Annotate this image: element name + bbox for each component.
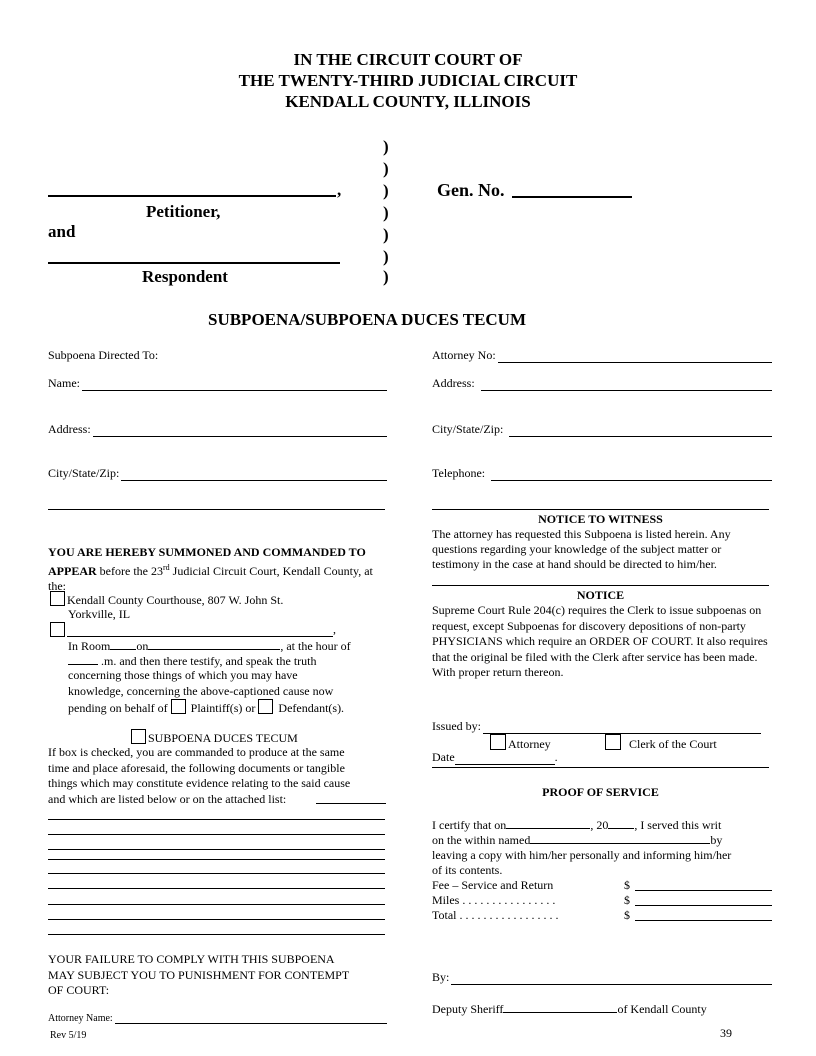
testify-line: .m. and then there testify, and speak the truth: [68, 653, 317, 669]
by-label: By:: [432, 970, 450, 984]
issued-by-field[interactable]: [432, 719, 761, 734]
miles-label: Miles . . . . . . . . . . . . . . . .: [432, 893, 556, 907]
plaintiff-checkbox[interactable]: [171, 699, 186, 714]
total-label: Total . . . . . . . . . . . . . . . . .: [432, 908, 559, 922]
address-field-right[interactable]: [432, 376, 772, 391]
hour-blank[interactable]: [68, 653, 98, 665]
document-list-line[interactable]: [48, 859, 385, 860]
certify-date-blank[interactable]: [506, 817, 590, 829]
address-label-right: Address:: [432, 376, 475, 390]
courthouse-checkbox[interactable]: [50, 591, 65, 606]
name-label: Name:: [48, 376, 80, 390]
petitioner-name-line[interactable]: [48, 195, 336, 197]
revision-label: Rev 5/19: [50, 1030, 87, 1041]
miles-dollar: $: [624, 893, 630, 907]
petitioner-label: Petitioner,: [146, 202, 221, 221]
duces-tecum-checkbox[interactable]: [131, 729, 146, 744]
gen-no-label: Gen. No.: [437, 180, 505, 200]
fee-label: Fee – Service and Return: [432, 878, 554, 892]
city-label-right: City/State/Zip:: [432, 422, 504, 436]
document-list-line[interactable]: [48, 919, 385, 920]
page-number: 39: [720, 1026, 732, 1040]
summoned-bold: YOU ARE HEREBY SUMMONED AND COMMANDED TO APPEAR: [48, 545, 366, 578]
summoned-paragraph: YOU ARE HEREBY SUMMONED AND COMMANDED TO APPEAR before the 23rd Judicial Circuit Court, Kendall County, at the:: [48, 545, 373, 593]
within-named-blank[interactable]: [530, 832, 710, 844]
duces-list-line[interactable]: [316, 803, 386, 804]
document-title: SUBPOENA/SUBPOENA DUCES TECUM: [207, 310, 527, 329]
fee-dollar: $: [624, 878, 630, 892]
attorney-name-label: Attorney Name:: [48, 1013, 113, 1024]
attorney-no-label: Attorney No:: [432, 348, 496, 362]
date-field[interactable]: Date .: [432, 750, 558, 764]
telephone-label: Telephone:: [432, 466, 486, 480]
directed-to-label: Subpoena Directed To:: [48, 348, 159, 362]
notice-title: NOTICE: [576, 588, 625, 602]
petitioner-comma: ,: [337, 180, 342, 199]
telephone-field[interactable]: [432, 466, 772, 481]
address-label: Address:: [48, 422, 91, 436]
issued-by-label: Issued by:: [432, 719, 481, 733]
proof-divider: [432, 767, 769, 768]
failure-line-3: OF COURT:: [48, 983, 110, 997]
leaving-line: leaving a copy with him/her personally and informing him/her: [432, 848, 732, 862]
courthouse-option[interactable]: Kendall County Courthouse, 807 W. John St.: [50, 591, 283, 608]
duces-tecum-option[interactable]: SUBPOENA DUCES TECUM: [131, 729, 298, 746]
duces-text-3: things which may constitute evidence relating to the said cause: [48, 776, 351, 790]
extra-line-left[interactable]: [48, 509, 385, 510]
duces-text-4: and which are listed below or on the attached list:: [48, 792, 287, 806]
total-dollar: $: [624, 908, 630, 922]
certify-year-blank[interactable]: [608, 817, 634, 829]
and-label: and: [48, 222, 76, 241]
certify-line: I certify that on , 20 , I served this writ: [432, 818, 722, 832]
date-blank[interactable]: [148, 638, 280, 650]
notice-text: Supreme Court Rule 204(c) requires the Clerk to issue subpoenas on request, except Subpoenas for discovery depositions of non-party PHYSICIANS which require an ORDER OF COURT. It also requires that the original be filed with the Clerk after service has been made. With proper return thereon.: [432, 603, 768, 679]
pending-line: pending on behalf of Plaintiff(s) or Defendant(s).: [68, 701, 345, 715]
court-header-line1: IN THE CIRCUIT COURT OF: [293, 50, 523, 69]
respondent-name-line[interactable]: [48, 262, 340, 264]
by-signature-field[interactable]: [432, 970, 772, 985]
attorney-name-field[interactable]: [48, 1013, 387, 1024]
deputy-line: Deputy Sheriff of Kendall County: [432, 1002, 707, 1016]
notice-divider: [432, 585, 769, 586]
defendant-checkbox[interactable]: [258, 699, 273, 714]
other-location-checkbox[interactable]: [50, 622, 65, 637]
city-label: City/State/Zip:: [48, 466, 120, 480]
attorney-option[interactable]: Attorney: [490, 734, 551, 752]
attorney-checkbox[interactable]: [490, 734, 506, 750]
clerk-checkbox[interactable]: [605, 734, 621, 750]
miles-amount-line[interactable]: [635, 905, 772, 906]
proof-title: PROOF OF SERVICE: [542, 785, 659, 799]
caption-paren: ): [383, 267, 389, 286]
caption-paren: ): [383, 137, 389, 156]
duces-text-1: If box is checked, you are commanded to produce at the same: [48, 745, 345, 759]
name-field[interactable]: [48, 376, 387, 391]
caption-paren: ): [383, 225, 389, 244]
address-field-left[interactable]: [48, 422, 387, 437]
caption-paren: ): [383, 181, 389, 200]
notice-witness-title: NOTICE TO WITNESS: [538, 512, 663, 526]
clerk-option[interactable]: Clerk of the Court: [605, 734, 717, 752]
attorney-no-field[interactable]: [432, 348, 772, 363]
document-list-line[interactable]: [48, 873, 385, 874]
failure-line-1: YOUR FAILURE TO COMPLY WITH THIS SUBPOENA: [48, 952, 335, 966]
respondent-label: Respondent: [142, 267, 228, 286]
within-named-line: on the within named by: [432, 833, 723, 847]
caption-paren: ): [383, 203, 389, 222]
fee-amount-line[interactable]: [635, 890, 772, 891]
room-blank[interactable]: [110, 638, 136, 650]
knowledge-line: knowledge, concerning the above-captioned cause now: [68, 684, 334, 698]
room-line: In Room on , at the hour of: [68, 639, 351, 653]
contents-line: of its contents.: [432, 863, 503, 877]
total-amount-line[interactable]: [635, 920, 772, 921]
document-list-line[interactable]: [48, 888, 385, 889]
date-label: Date: [432, 750, 455, 764]
court-header-line3: KENDALL COUNTY, ILLINOIS: [285, 92, 531, 111]
caption-paren: ): [383, 247, 389, 266]
yorkville-label: Yorkville, IL: [68, 607, 131, 621]
document-list-line[interactable]: [48, 819, 385, 820]
court-header-line2: THE TWENTY-THIRD JUDICIAL CIRCUIT: [238, 71, 578, 90]
other-location-option[interactable]: ,: [50, 622, 336, 637]
document-list-line[interactable]: [48, 904, 385, 905]
document-list-line[interactable]: [48, 934, 385, 935]
gen-no-line[interactable]: [512, 196, 632, 198]
deputy-name-blank[interactable]: [503, 1001, 617, 1013]
duces-text-2: time and place aforesaid, the following documents or tangible: [48, 761, 345, 775]
city-field-right[interactable]: [432, 422, 772, 437]
concerning-line: concerning those things of which you may have: [68, 668, 298, 682]
notice-witness-text: The attorney has requested this Subpoena is listed herein. Any questions regarding your knowledge of the subject matter or testimony in the case at hand should be directed to him/her.: [432, 527, 731, 571]
notice-divider: [432, 509, 769, 510]
document-list-line[interactable]: [48, 849, 385, 850]
document-list-line[interactable]: [48, 834, 385, 835]
city-field-left[interactable]: [48, 466, 387, 481]
failure-line-2: MAY SUBJECT YOU TO PUNISHMENT FOR CONTEMPT: [48, 968, 350, 982]
caption-paren: ): [383, 159, 389, 178]
